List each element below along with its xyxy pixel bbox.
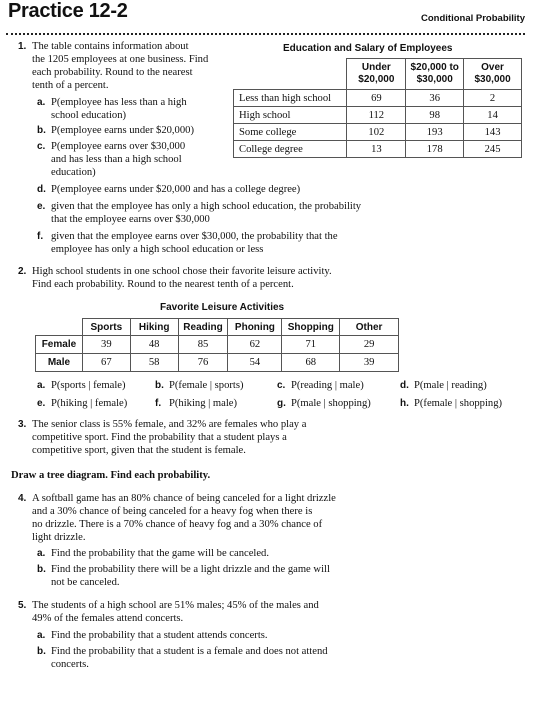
tree-diagram-instruction: Draw a tree diagram. Find each probability. [11,470,211,481]
table-cell: 36 [406,90,464,107]
table-cell: 2 [464,90,522,107]
part-text-line: education) [51,167,96,178]
question-text-line: competitive sport, given that the student is female. [32,445,246,456]
table-cell: 69 [347,90,406,107]
column-header: Other [340,319,399,336]
part-label: f. [37,231,44,242]
part-text-line: P(employee earns over $30,000 [51,141,186,152]
part-label: d. [37,184,46,195]
part-label: b. [37,646,46,657]
table-cell: 143 [464,124,522,141]
row-header: Female [36,336,83,354]
part-text-line: and has less than a high school [51,154,182,165]
question-2c: c. P(reading | male) [277,380,364,391]
part-text-line: school education) [51,110,127,121]
education-salary-table [233,58,522,158]
part-text: P(female | sports) [169,380,244,391]
question-2g: g. P(male | shopping) [277,398,371,409]
question-number: 3. [18,419,27,430]
table-cell: 54 [228,354,282,372]
question-2f: f. P(hiking | male) [155,398,238,409]
part-text-line: P(employee earns under $20,000 and has a college degree) [51,184,301,195]
question-text-line: The table contains information about [32,41,189,52]
table-cell: 67 [82,354,130,372]
table-cell: 68 [282,354,340,372]
row-header: Some college [234,124,347,141]
part-text-line: given that the employee earns over $30,000, the probability that the [51,231,338,242]
table-cell: 48 [130,336,178,354]
part-text-line: given that the employee has only a high school education, the probability [51,201,362,212]
column-header: Reading [178,319,228,336]
table-cell: 76 [178,354,228,372]
question-text-line: The students of a high school are 51% males; 45% of the males and [32,600,319,611]
question-1f [37,230,517,256]
question-4a [37,547,517,560]
part-text-line: Find the probability there will be a light drizzle and the game will [51,564,330,575]
part-text-line: P(employee earns under $20,000) [51,125,194,136]
table-row [234,124,522,141]
page-topic: Conditional Probability [421,13,525,24]
column-header: $20,000 to $30,000 [406,59,464,90]
question-number: 4. [18,493,27,504]
part-label: b. [37,564,46,575]
question-text-line: the 1205 employees at one business. Find [32,54,209,65]
question-1 [18,40,238,92]
question-1c [37,140,237,179]
part-text: P(female | shopping) [414,398,503,409]
table-corner-cell [234,59,347,90]
table-row [234,90,522,107]
question-5a [37,629,517,642]
row-header: Less than high school [234,90,347,107]
question-text-line: competitive sport. Find the probability that a student plays a [32,432,287,443]
part-label: a. [37,630,46,641]
part-text-line: that the employee earns over $30,000 [51,214,210,225]
table-header-row [36,319,399,336]
part-text-line: concerts. [51,659,89,670]
question-3 [18,418,518,457]
question-1e [37,200,517,226]
part-text: P(male | reading) [414,380,487,391]
question-text-line: High school students in one school chose their favorite leisure activity. [32,266,332,277]
leisure-activities-table [35,318,399,372]
question-text-line: A softball game has an 80% chance of being canceled for a light drizzle [32,493,336,504]
header-divider [6,33,525,35]
question-2d: d. P(male | reading) [400,380,487,391]
question-number: 5. [18,600,27,611]
table-row [36,354,399,372]
column-header: Phoning [228,319,282,336]
table-cell: 85 [178,336,228,354]
table-cell: 178 [406,141,464,158]
part-text-line: Find the probability that a student attends concerts. [51,630,268,641]
table-row [234,141,522,158]
part-text-line: not be canceled. [51,577,120,588]
question-text-line: and a 30% chance of being canceled for a heavy fog when there is [32,506,313,517]
part-label: c. [37,141,46,152]
table-cell: 193 [406,124,464,141]
row-header: High school [234,107,347,124]
part-text: P(hiking | male) [169,398,238,409]
column-header: Hiking [130,319,178,336]
part-text-line: Find the probability that a student is a female and does not attend [51,646,328,657]
column-header: Shopping [282,319,340,336]
table-cell: 62 [228,336,282,354]
question-5b [37,645,517,671]
question-4b [37,563,517,589]
question-2b: b. P(female | sports) [155,380,244,391]
question-text-line: tenth of a percent. [32,80,109,91]
question-number: 1. [18,41,27,52]
table-cell: 14 [464,107,522,124]
question-text-line: no drizzle. There is a 70% chance of heavy fog and a 30% chance of [32,519,323,530]
table-cell: 13 [347,141,406,158]
question-2 [18,265,518,291]
part-label: b. [37,125,46,136]
table-cell: 58 [130,354,178,372]
table-cell: 245 [464,141,522,158]
row-header: College degree [234,141,347,158]
page-title: Practice 12-2 [8,0,128,22]
part-text: P(sports | female) [51,380,126,391]
question-4 [18,492,518,544]
table-corner-cell [36,319,83,336]
part-text: P(reading | male) [291,380,364,391]
table-cell: 98 [406,107,464,124]
part-label: a. [37,97,46,108]
question-1a [37,96,237,122]
table-cell: 112 [347,107,406,124]
table-row [36,336,399,354]
column-header: Under $20,000 [347,59,406,90]
part-text: P(hiking | female) [51,398,128,409]
table-cell: 29 [340,336,399,354]
part-text: P(male | shopping) [291,398,371,409]
table-row [234,107,522,124]
part-label: e. [37,201,46,212]
question-text-line: 49% of the females attend concerts. [32,613,184,624]
question-text-line: light drizzle. [32,532,86,543]
question-5 [18,599,518,625]
question-number: 2. [18,266,27,277]
table-cell: 39 [340,354,399,372]
question-1b [37,124,237,137]
table-header-row [234,59,522,90]
part-label: a. [37,548,46,559]
education-table-title: Education and Salary of Employees [283,43,453,54]
column-header: Sports [82,319,130,336]
column-header: Over $30,000 [464,59,522,90]
part-text-line: Find the probability that the game will be canceled. [51,548,269,559]
question-text-line: each probability. Round to the nearest [32,67,193,78]
question-2h: h. P(female | shopping) [400,398,503,409]
table-cell: 102 [347,124,406,141]
table-cell: 39 [82,336,130,354]
part-text-line: employee has only a high school education or less [51,244,264,255]
question-1d [37,183,517,196]
question-text-line: Find each probability. Round to the nearest tenth of a percent. [32,279,294,290]
question-2a: a. P(sports | female) [37,380,126,391]
row-header: Male [36,354,83,372]
question-text-line: The senior class is 55% female, and 32% are females who play a [32,419,307,430]
question-2e: e. P(hiking | female) [37,398,128,409]
leisure-table-title: Favorite Leisure Activities [160,302,285,313]
table-cell: 71 [282,336,340,354]
part-text-line: P(employee has less than a high [51,97,187,108]
